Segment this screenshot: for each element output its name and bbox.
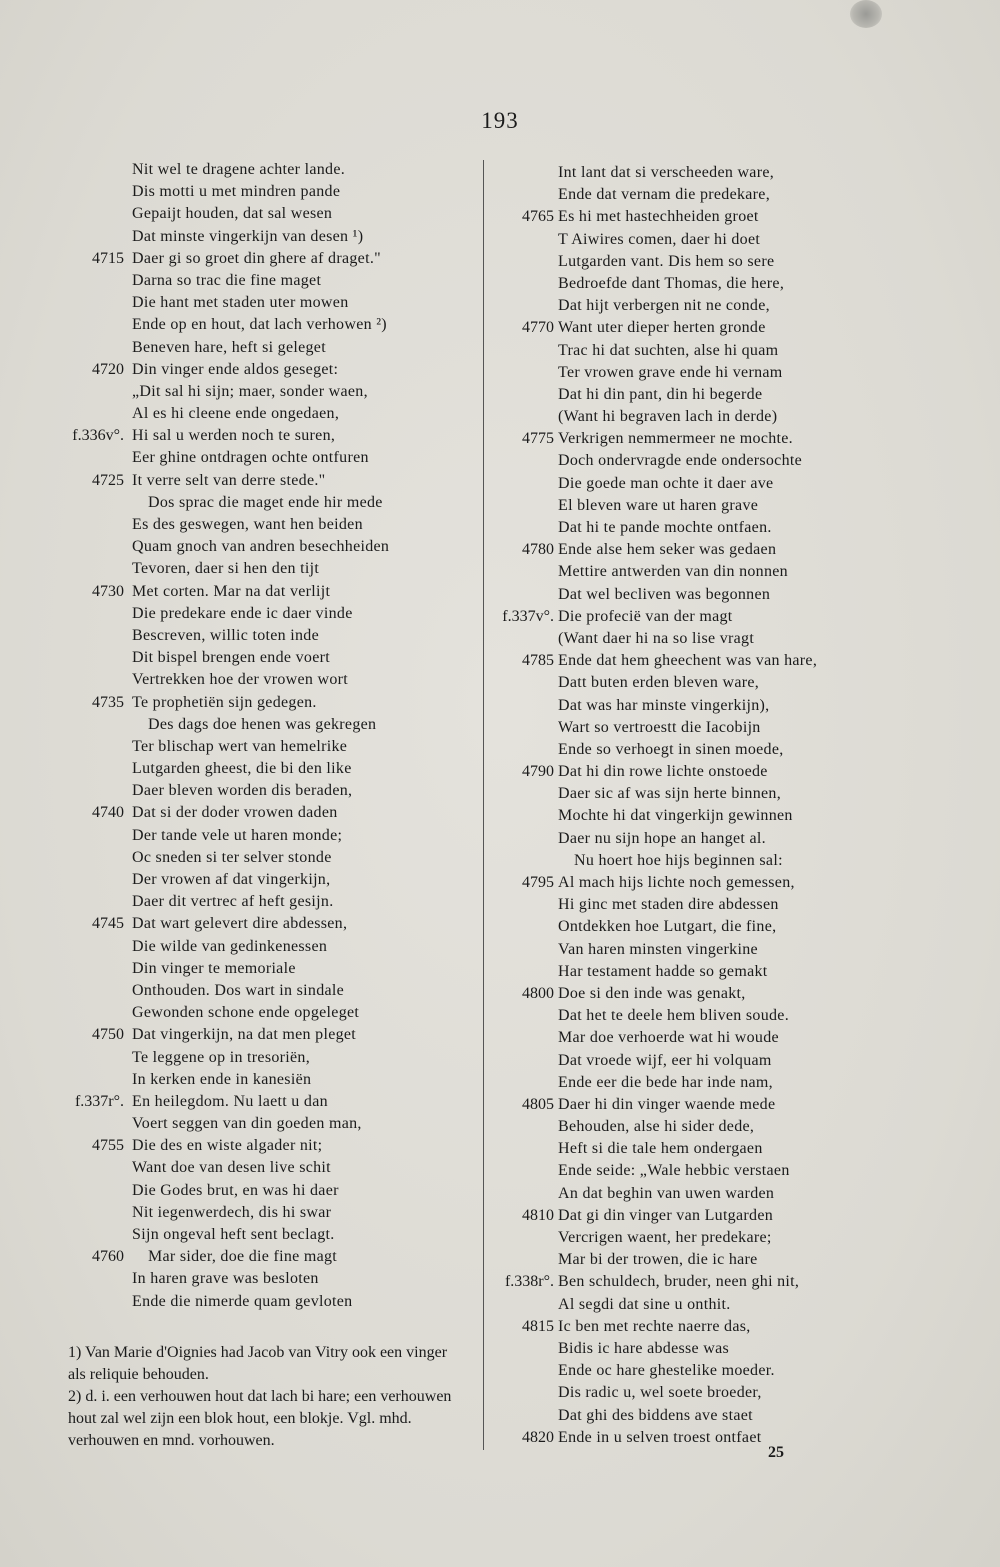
verse-line: [0, 1050, 1000, 1072]
verse-text: Want doe van desen live schit: [132, 1159, 331, 1177]
verse-text: Hi sal u werden noch te suren,: [132, 427, 336, 445]
verse-text: Die des en wiste algader nit;: [132, 1137, 323, 1155]
verse-line: [0, 251, 1000, 273]
verse-line: [0, 406, 1000, 428]
line-number: 4745: [92, 915, 124, 933]
verse-line: [0, 850, 1000, 872]
verse-text: T Aiwires comen, daer hi doet: [558, 230, 761, 248]
page-number: 193: [481, 108, 519, 133]
verse-line: [0, 983, 1000, 1005]
verse-text: Bescreven, willic toten inde: [132, 626, 320, 644]
verse-text: Die hant met staden uter mowen: [132, 294, 349, 312]
verse-text: Dat si der doder vrowen daden: [132, 804, 338, 822]
verse-line: [0, 805, 1000, 827]
line-number: f.337r°.: [74, 1092, 124, 1110]
verse-text: In kerken ende in kanesiën: [132, 1070, 312, 1088]
verse-line: [0, 1072, 1000, 1094]
line-number: 4755: [92, 1137, 124, 1155]
verse-text: Dos sprac die maget ende hir mede: [148, 493, 383, 511]
verse-text: Dat hi din rowe lichte onstoede: [558, 763, 768, 781]
verse-line: [0, 761, 1000, 783]
verse-line: [0, 1094, 1000, 1116]
verse-text: Tevoren, daer si hen den tijt: [132, 560, 320, 578]
verse-text: Die predekare ende ic daer vinde: [132, 604, 353, 622]
page-stain: [850, 0, 882, 28]
line-number: 4780: [522, 541, 554, 559]
verse-text: In haren grave was besloten: [132, 1270, 319, 1288]
verse-text: Der tande vele ut haren monde;: [132, 826, 343, 844]
verse-line: [0, 273, 1000, 295]
verse-text: Want uter dieper herten gronde: [558, 319, 766, 337]
footnotes: [68, 1342, 463, 1452]
verse-text: El bleven ware ut haren grave: [558, 496, 759, 514]
verse-text: Mettire antwerden van din nonnen: [558, 563, 788, 581]
verse-text: Ende eer die bede har inde nam,: [558, 1073, 773, 1091]
verse-text: Ic ben met rechte naerre das,: [558, 1317, 751, 1335]
verse-line: [0, 1294, 1000, 1316]
verse-text: Voert seggen van din goeden man,: [132, 1115, 362, 1133]
verse-text: It verre selt van derre stede.": [132, 471, 326, 489]
footnote-2: 2) d. i. een verhouwen hout dat lach bi hare; een verhouwen hout zal wel zijn een blok hout, een blokje. Vgl. mhd. verhouwen en mnd. vorhouwen.: [68, 1388, 452, 1449]
line-number: 4820: [522, 1428, 554, 1446]
verse-text: Dit bispel brengen ende voert: [132, 649, 330, 667]
verse-text: Dat vingerkijn, na dat men pleget: [132, 1026, 357, 1044]
verse-text: Dat gi din vinger van Lutgarden: [558, 1206, 774, 1224]
verse-text: Al es hi cleene ende ongedaen,: [132, 405, 340, 423]
verse-line: [0, 428, 1000, 450]
verse-text: Daer sic af was sijn herte binnen,: [558, 785, 782, 803]
verse-line: [0, 606, 1000, 628]
verse-line: [0, 1160, 1000, 1182]
verse-line: [0, 495, 1000, 517]
verse-text: Dat hijt verbergen nit ne conde,: [558, 297, 770, 315]
line-number: 4720: [92, 360, 124, 378]
verse-text: Es des geswegen, want hen beiden: [132, 516, 363, 533]
verse-line: [0, 1138, 1000, 1160]
verse-line: [0, 1316, 1000, 1338]
right-column: [0, 162, 1000, 1449]
line-number: 4800: [522, 984, 554, 1002]
line-number: 4810: [522, 1206, 554, 1224]
verse-text: Die Godes brut, en was hi daer: [132, 1181, 339, 1199]
verse-text: Doch ondervragde ende ondersochte: [558, 452, 803, 470]
verse-text: Des dags doe henen was gekregen: [148, 715, 377, 733]
verse-text: Ende op en hout, dat lach verhowen ²): [132, 316, 387, 334]
verse-text: Daer hi din vinger waende mede: [558, 1095, 776, 1113]
verse-text: Ende so verhoegt in sinen moede,: [558, 740, 784, 758]
verse-text: Ontdekken hoe Lutgart, die fine,: [558, 918, 777, 936]
verse-text: Darna so trac die fine maget: [132, 271, 322, 289]
verse-text: Mar sider, doe die fine magt: [148, 1248, 338, 1266]
verse-line: [0, 1271, 1000, 1293]
verse-line: [0, 717, 1000, 739]
verse-text: Quam gnoch van andren besechheiden: [132, 538, 390, 556]
verse-line: [0, 473, 1000, 495]
verse-text: Die goede man ochte it daer ave: [558, 474, 774, 492]
verse-text: Dat was har minste vingerkijn),: [558, 696, 770, 714]
verse-text: Datt buten erden bleven ware,: [558, 674, 760, 692]
verse-line: [0, 1183, 1000, 1205]
verse-text: Eer ghine ontdragen ochte ontfuren: [132, 449, 369, 467]
verse-text: Der vrowen af dat vingerkijn,: [132, 871, 331, 888]
line-number: 4795: [522, 874, 554, 891]
verse-text: Int lant dat si verscheeden ware,: [558, 164, 775, 181]
verse-text: Dat ghi des biddens ave staet: [558, 1406, 753, 1424]
line-number: f.338r°.: [504, 1273, 554, 1291]
verse-text: Te prophetiën sijn gedegen.: [132, 693, 317, 711]
verse-text: Lutgarden vant. Dis hem so sere: [558, 252, 775, 270]
line-number: 4785: [522, 652, 554, 670]
line-number: 4765: [522, 208, 554, 226]
verse-text: Ende die nimerde quam gevloten: [132, 1292, 353, 1310]
verse-line: [0, 295, 1000, 317]
line-number: 4750: [92, 1026, 124, 1044]
verse-text: Ende in u selven troest ontfaet: [558, 1428, 762, 1446]
verse-text: Hi ginc met staden dire abdessen: [558, 896, 779, 914]
verse-line: [0, 384, 1000, 406]
verse-text: Gepaijt houden, dat sal wesen: [132, 205, 333, 223]
verse-text: Daer bleven worden dis beraden,: [132, 782, 353, 800]
line-number: 4770: [522, 319, 554, 337]
verse-text: Wart so vertroestt die Iacobijn: [558, 718, 761, 736]
verse-line: [0, 672, 1000, 694]
verse-text: Dat vroede wijf, eer hi volquam: [558, 1051, 772, 1069]
verse-line: [0, 916, 1000, 938]
verse-line: [0, 362, 1000, 384]
verse-line: [0, 1116, 1000, 1138]
line-number: f.336v°.: [72, 427, 124, 445]
verse-line: [0, 317, 1000, 339]
verse-line: [0, 517, 1000, 539]
verse-text: Gewonden schone ende opgeleget: [132, 1004, 360, 1022]
line-number: 4725: [92, 471, 124, 489]
verse-text: (Want daer hi na so lise vragt: [558, 629, 755, 647]
verse-text: Dat wel becliven was begonnen: [558, 585, 771, 603]
verse-text: Mar doe verhoerde wat hi woude: [558, 1029, 779, 1047]
verse-line: [0, 894, 1000, 916]
verse-text: Doe si den inde was genakt,: [558, 984, 746, 1002]
line-number: 4730: [92, 582, 124, 600]
verse-text: An dat beghin van uwen warden: [558, 1184, 775, 1202]
verse-text: Ter blischap wert van hemelrike: [132, 737, 348, 755]
verse-line: [0, 561, 1000, 583]
verse-text: Heft si die tale hem ondergaen: [558, 1140, 763, 1158]
verse-text: Din vinger te memoriale: [132, 959, 296, 977]
verse-text: Beneven hare, heft si geleget: [132, 338, 326, 356]
verse-text: Met corten. Mar na dat verlijt: [132, 582, 331, 600]
verse-text: Vertrekken hoe der vrowen wort: [132, 671, 349, 689]
verse-text: Ben schuldech, bruder, neen ghi nit,: [558, 1273, 800, 1291]
verse-line: [0, 783, 1000, 805]
verse-text: Mochte hi dat vingerkijn gewinnen: [558, 807, 793, 825]
verse-text: Lutgarden gheest, die bi den like: [132, 760, 352, 778]
verse-line: [0, 1005, 1000, 1027]
verse-text: Din vinger ende aldos geseget:: [132, 360, 339, 378]
verse-text: Ter vrowen grave ende hi vernam: [558, 363, 783, 381]
verse-text: Vercrigen waent, her predekare;: [558, 1229, 772, 1246]
verse-line: [0, 539, 1000, 561]
verse-text: Trac hi dat suchten, alse hi quam: [558, 341, 779, 359]
verse-line: [0, 584, 1000, 606]
verse-text: Ende oc hare ghestelike moeder.: [558, 1362, 775, 1380]
verse-text: Ende dat vernam die predekare,: [558, 186, 771, 204]
verse-text: Dat minste vingerkijn van desen ¹): [132, 227, 364, 245]
verse-text: Al segdi dat sine u onthit.: [558, 1295, 731, 1313]
verse-text: Nu hoert hoe hijs beginnen sal:: [574, 851, 783, 869]
verse-text: Bedroefde dant Thomas, die here,: [558, 274, 785, 292]
verse-text: Dis radic u, wel soete broeder,: [558, 1384, 762, 1402]
line-number: 4760: [92, 1248, 124, 1266]
verse-text: Al mach hijs lichte noch gemessen,: [558, 874, 795, 891]
line-number: f.337v°.: [502, 607, 554, 625]
verse-text: Daer gi so groet din ghere af draget.": [132, 249, 381, 267]
verse-line: [0, 872, 1000, 894]
verse-text: Sijn ongeval heft sent beclagt.: [132, 1226, 335, 1243]
verse-line: [0, 650, 1000, 672]
verse-text: Ende seide: „Wale hebbic verstaen: [558, 1162, 790, 1180]
verse-line: [0, 184, 1000, 206]
verse-line: [0, 939, 1000, 961]
verse-text: Oc sneden si ter selver stonde: [132, 848, 332, 866]
verse-line: [0, 695, 1000, 717]
verse-line: [0, 828, 1000, 850]
verse-text: Te leggene op in tresoriën,: [132, 1048, 311, 1066]
verse-text: Har testament hadde so gemakt: [558, 962, 768, 980]
verse-line: [0, 229, 1000, 251]
verse-line: [0, 206, 1000, 228]
verse-text: Dat wart gelevert dire abdessen,: [132, 915, 348, 933]
verse-line: [0, 340, 1000, 362]
verse-line: [0, 450, 1000, 472]
verse-line: [0, 162, 1000, 184]
line-number: 4805: [522, 1095, 554, 1113]
signature-mark: 25: [768, 1444, 784, 1461]
verse-text: Behouden, alse hi sider dede,: [558, 1118, 755, 1136]
verse-line: [0, 961, 1000, 983]
line-number: 4790: [522, 763, 554, 781]
verse-line: [0, 1227, 1000, 1249]
verse-text: Verkrigen nemmermeer ne mochte.: [558, 430, 793, 448]
line-number: 4815: [522, 1317, 554, 1335]
verse-text: Dat hi te pande mochte ontfaen.: [558, 519, 772, 536]
verse-line: [0, 1205, 1000, 1227]
line-number: 4775: [522, 430, 554, 448]
verse-line: [0, 628, 1000, 650]
verse-text: Nit iegenwerdech, dis hi swar: [132, 1203, 332, 1221]
verse-text: Van haren minsten vingerkine: [558, 940, 758, 958]
verse-text: „Dit sal hi sijn; maer, sonder waen,: [132, 382, 368, 400]
verse-text: Dis motti u met mindren pande: [132, 183, 341, 201]
verse-text: Daer nu sijn hope an hanget al.: [558, 829, 766, 847]
verse-text: Dat hi din pant, din hi begerde: [558, 385, 763, 403]
verse-line: [0, 1249, 1000, 1271]
verse-text: Die wilde van gedinkenessen: [132, 937, 328, 955]
verse-text: Ende alse hem seker was gedaen: [558, 541, 777, 559]
verse-text: Daer dit vertrec af heft gesijn.: [132, 893, 334, 911]
line-number: 4715: [92, 249, 124, 267]
verse-text: Es hi met hastechheiden groet: [558, 208, 759, 226]
line-number: 4740: [92, 804, 124, 822]
verse-text: En heilegdom. Nu laett u dan: [132, 1092, 328, 1110]
verse-text: Bidis ic hare abdesse was: [558, 1339, 730, 1357]
verse-text: Mar bi der trowen, die ic hare: [558, 1251, 758, 1269]
verse-line: [0, 739, 1000, 761]
verse-text: Ende dat hem gheechent was van hare,: [558, 652, 818, 670]
verse-text: Nit wel te dragene achter lande.: [132, 161, 346, 178]
verse-text: (Want hi begraven lach in derde): [558, 408, 778, 426]
verse-text: Die profecië van der magt: [558, 607, 733, 625]
verse-line: [0, 1027, 1000, 1049]
verse-text: Dat het te deele hem bliven soude.: [558, 1007, 790, 1025]
verse-text: Onthouden. Dos wart in sindale: [132, 981, 345, 999]
line-number: 4735: [92, 693, 124, 711]
footnote-1: 1) Van Marie d'Oignies had Jacob van Vitry ook een vinger als reliquie behouden.: [68, 1344, 448, 1383]
